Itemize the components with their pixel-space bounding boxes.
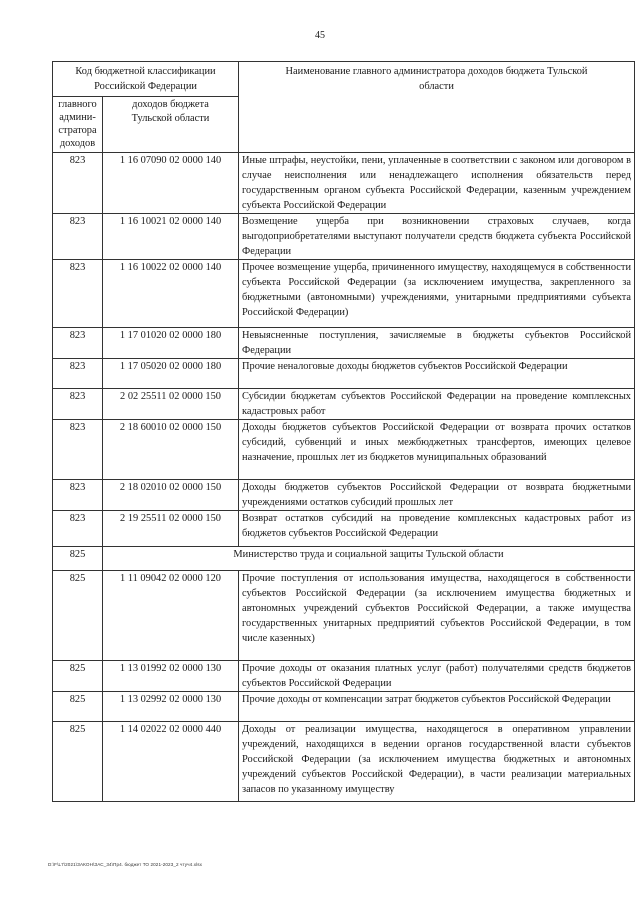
revenue-administrators-table [52, 61, 635, 802]
table-row [53, 359, 635, 389]
table-row [53, 722, 635, 802]
income-code-cell: 1 11 09042 02 0000 120 [103, 571, 239, 661]
table-row [53, 571, 635, 661]
income-code-cell: 1 16 10021 02 0000 140 [103, 214, 239, 260]
income-name-cell: Прочие неналоговые доходы бюджетов субъектов Российской Федерации [239, 359, 635, 389]
income-name-cell: Доходы бюджетов субъектов Российской Федерации от возврата прочих остатков субсидий, субвенций и иных межбюджетных трансфертов, имеющих целевое назначение, прошлых лет из бюджетов муниципальных образований [239, 420, 635, 480]
admin-code-cell: 823 [53, 328, 103, 359]
admin-code-cell: 825 [53, 661, 103, 692]
admin-code-cell: 825 [53, 571, 103, 661]
income-code-cell: 2 18 02010 02 0000 150 [103, 480, 239, 511]
income-name-cell: Прочее возмещение ущерба, причиненного имуществу, находящемуся в собственности субъекта Российской Федерации (за исключением имущества, закрепленного за бюджетными (автономными) учреждениями, унитарными предприятиями субъекта Российской Федерации) [239, 260, 635, 328]
admin-code-cell: 823 [53, 480, 103, 511]
name-column-header: Наименование главного администратора доходов бюджета Тульской области [239, 62, 635, 153]
table-row [53, 260, 635, 328]
income-name-cell: Возмещение ущерба при возникновении страховых случаев, когда выгодоприобретателями выступают получатели средств бюджета субъекта Российской Федерации [239, 214, 635, 260]
income-code-cell: 2 19 25511 02 0000 150 [103, 511, 239, 547]
income-name-cell: Доходы бюджетов субъектов Российской Федерации от возврата бюджетными учреждениями остатков субсидий прошлых лет [239, 480, 635, 511]
admin-code-cell: 823 [53, 260, 103, 328]
income-code-cell: 2 02 25511 02 0000 150 [103, 389, 239, 420]
table-row [53, 328, 635, 359]
income-name-cell: Прочие доходы от оказания платных услуг (работ) получателями средств бюджетов субъектов Российской Федерации [239, 661, 635, 692]
income-code-cell: 1 17 05020 02 0000 180 [103, 359, 239, 389]
table-row [53, 153, 635, 214]
income-name-cell: Доходы от реализации имущества, находящегося в оперативном управлении учреждений, находящихся в ведении органов государственной власти субъектов Российской Федерации (за исключением имущества бюджетных и автономных учреждений субъектов Российской Федерации), в части реализации материальных запасов по указанному имуществу [239, 722, 635, 802]
admin-code-cell: 823 [53, 214, 103, 260]
income-code-cell: 1 16 07090 02 0000 140 [103, 153, 239, 214]
income-code-cell: 1 16 10022 02 0000 140 [103, 260, 239, 328]
table-row [53, 511, 635, 547]
table-row [53, 661, 635, 692]
admin-code-cell: 825 [53, 692, 103, 722]
table-row [53, 214, 635, 260]
income-code-cell: 2 18 60010 02 0000 150 [103, 420, 239, 480]
income-name-cell: Возврат остатков субсидий на проведение комплексных кадастровых работ из бюджетов субъектов Российской Федерации [239, 511, 635, 547]
income-name-cell: Иные штрафы, неустойки, пени, уплаченные в соответствии с законом или договором в случае неисполнения или ненадлежащего исполнения обязательств перед государственным органом субъекта Российской Федерации, казенным учреждением субъекта Российской Федерации [239, 153, 635, 214]
file-path-footer: D:\F\L7\2021\ЗАКОН\ЗАС_34\Пр4. бюджет ТО 2021-2023_2 чтуч4.xlsx [48, 862, 203, 867]
admin-column-label: главного админи-стратора доходов [58, 99, 97, 149]
income-name-cell: Субсидии бюджетам субъектов Российской Федерации на проведение комплексных кадастровых работ [239, 389, 635, 420]
admin-code-cell: 823 [53, 511, 103, 547]
table-row [53, 389, 635, 420]
administrator-name-cell: Министерство труда и социальной защиты Тульской области [103, 547, 635, 571]
table-row [53, 420, 635, 480]
table-row [53, 480, 635, 511]
section-row [53, 547, 635, 571]
admin-code-cell: 823 [53, 389, 103, 420]
admin-code-cell: 823 [53, 420, 103, 480]
income-code-cell: 1 13 01992 02 0000 130 [103, 661, 239, 692]
income-code-cell: 1 13 02992 02 0000 130 [103, 692, 239, 722]
admin-code-cell: 825 [53, 722, 103, 802]
table-row [53, 692, 635, 722]
code-group-header: Код бюджетной классификации Российской Федерации [53, 62, 239, 97]
income-code-cell: 1 17 01020 02 0000 180 [103, 328, 239, 359]
header-row-top [53, 62, 635, 97]
admin-code-cell: 825 [53, 547, 103, 571]
admin-column-header [53, 97, 103, 153]
page-number: 45 [315, 30, 325, 41]
admin-code-cell: 823 [53, 153, 103, 214]
income-column-header: доходов бюджета Тульской области [103, 97, 239, 153]
income-code-cell: 1 14 02022 02 0000 440 [103, 722, 239, 802]
admin-code-cell: 823 [53, 359, 103, 389]
income-name-cell: Прочие поступления от использования имущества, находящегося в собственности субъектов Российской Федерации (за исключением имущества бюджетных и автономных учреждений субъектов Российской Федерации, а также имущества государственных унитарных предприятий субъектов Российской Федерации, в том числе казенных) [239, 571, 635, 661]
income-name-cell: Прочие доходы от компенсации затрат бюджетов субъектов Российской Федерации [239, 692, 635, 722]
income-name-cell: Невыясненные поступления, зачисляемые в бюджеты субъектов Российской Федерации [239, 328, 635, 359]
